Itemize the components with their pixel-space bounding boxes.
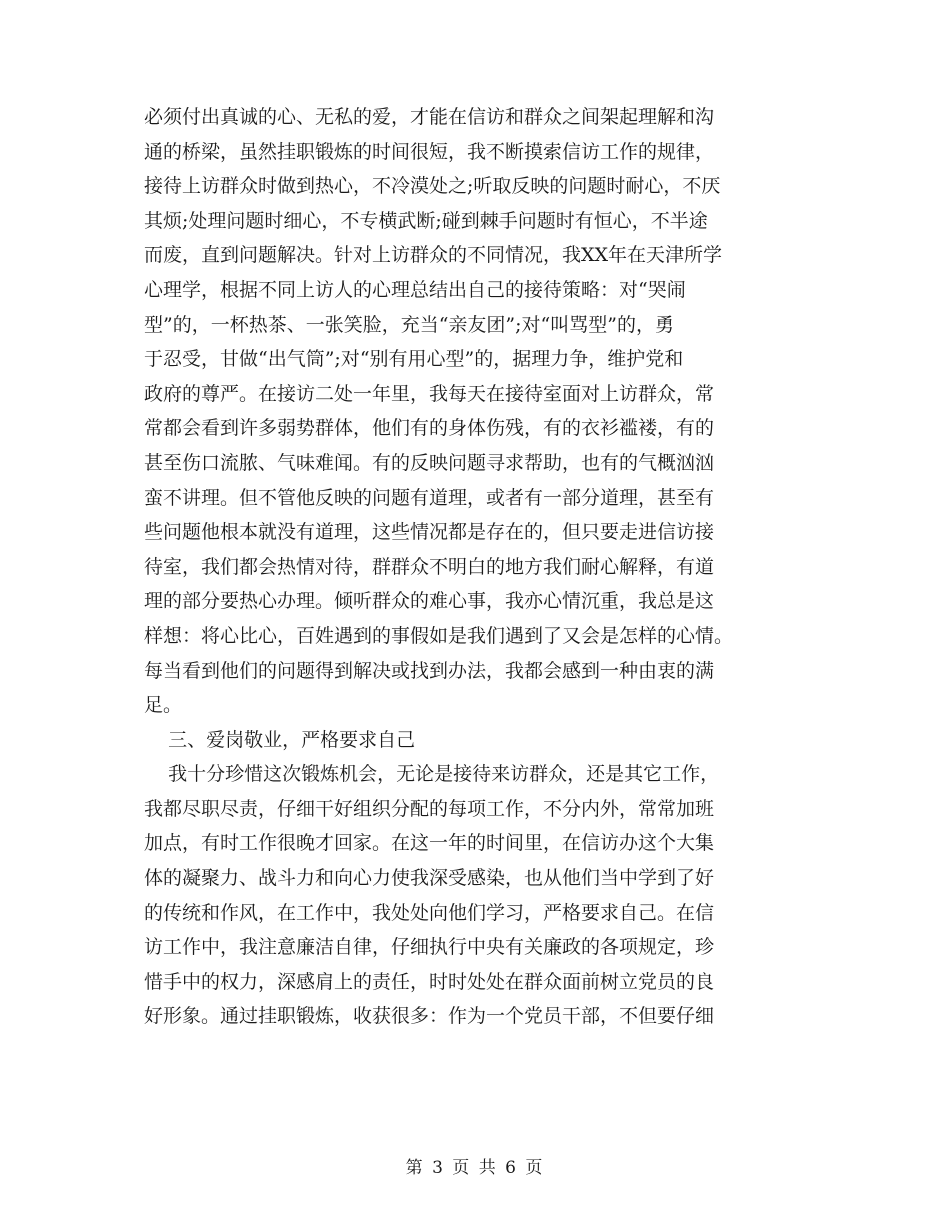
text-line: 于忍受，甘做“出气筒”;对“别有用心型”的，据理力争，维护党和: [144, 348, 684, 371]
text-line: 访工作中，我注意廉洁自律，仔细执行中央有关廉政的各项规定，珍: [144, 936, 715, 959]
text-line: 而废，直到问题解决。针对上访群众的不同情况，我XX年在天津所学: [144, 244, 723, 267]
text-line: 些问题他根本就没有道理，这些情况都是存在的，但只要走进信访接: [144, 521, 715, 544]
page-number: 第 3 页 共 6 页: [405, 1158, 545, 1178]
text-line: 通的桥梁，虽然挂职锻炼的时间很短，我不断摸索信访工作的规律，: [144, 140, 715, 163]
text-line: 样想：将心比心，百姓遇到的事假如是我们遇到了又会是怎样的心情。: [144, 624, 734, 647]
text-line: 蛮不讲理。但不管他反映的问题有道理，或者有一部分道理，甚至有: [144, 486, 715, 509]
text-line: 加点，有时工作很晚才回家。在这一年的时间里，在信访办这个大集: [144, 832, 715, 855]
body-text: [144, 100, 844, 1034]
text-line: 必须付出真诚的心、无私的爱，才能在信访和群众之间架起理解和沟: [144, 106, 715, 128]
text-line: 常都会看到许多弱势群体，他们有的身体伤残，有的衣衫褴褛，有的: [144, 417, 715, 440]
text-line: 好形象。通过挂职锻炼，收获很多：作为一个党员干部，不但要仔细: [144, 1005, 715, 1028]
text-line: 我十分珍惜这次锻炼机会，无论是接待来访群众，还是其它工作，: [144, 763, 720, 786]
text-line: 待室，我们都会热情对待，群群众不明白的地方我们耐心解释，有道: [144, 555, 715, 578]
text-line: 政府的尊严。在接访二处一年里，我每天在接待室面对上访群众，常: [144, 382, 715, 405]
text-line: 理的部分要热心办理。倾听群众的难心事，我亦心情沉重，我总是这: [144, 590, 715, 613]
text-line: 体的凝聚力、战斗力和向心力使我深受感染，也从他们当中学到了好: [144, 867, 715, 890]
text-line: 甚至伤口流脓、气味难闻。有的反映问题寻求帮助，也有的气概汹汹: [144, 451, 715, 474]
text-line: 惜手中的权力，深感肩上的责任，时时处处在群众面前树立党员的良: [144, 970, 715, 993]
text-line: 接待上访群众时做到热心，不冷漠处之;听取反映的问题时耐心，不厌: [144, 175, 721, 198]
section-heading: 三、爱岗敬业，严格要求自己: [144, 728, 416, 751]
text-line: 足。: [144, 694, 183, 717]
text-line: 每当看到他们的问题得到解决或找到办法，我都会感到一种由衷的满: [144, 659, 715, 682]
text-line: 的传统和作风，在工作中，我处处向他们学习，严格要求自己。在信: [144, 901, 715, 924]
text-line: 型”的，一杯热茶、一张笑脸，充当“亲友团”;对“叫骂型”的，勇: [144, 313, 674, 336]
text-line: 我都尽职尽责，仔细干好组织分配的每项工作，不分内外，常常加班: [144, 797, 715, 820]
text-line: 其烦;处理问题时细心，不专横武断;碰到棘手问题时有恒心，不半途: [144, 209, 708, 232]
text-line: 心理学，根据不同上访人的心理总结出自己的接待策略：对“哭闹: [144, 278, 686, 301]
